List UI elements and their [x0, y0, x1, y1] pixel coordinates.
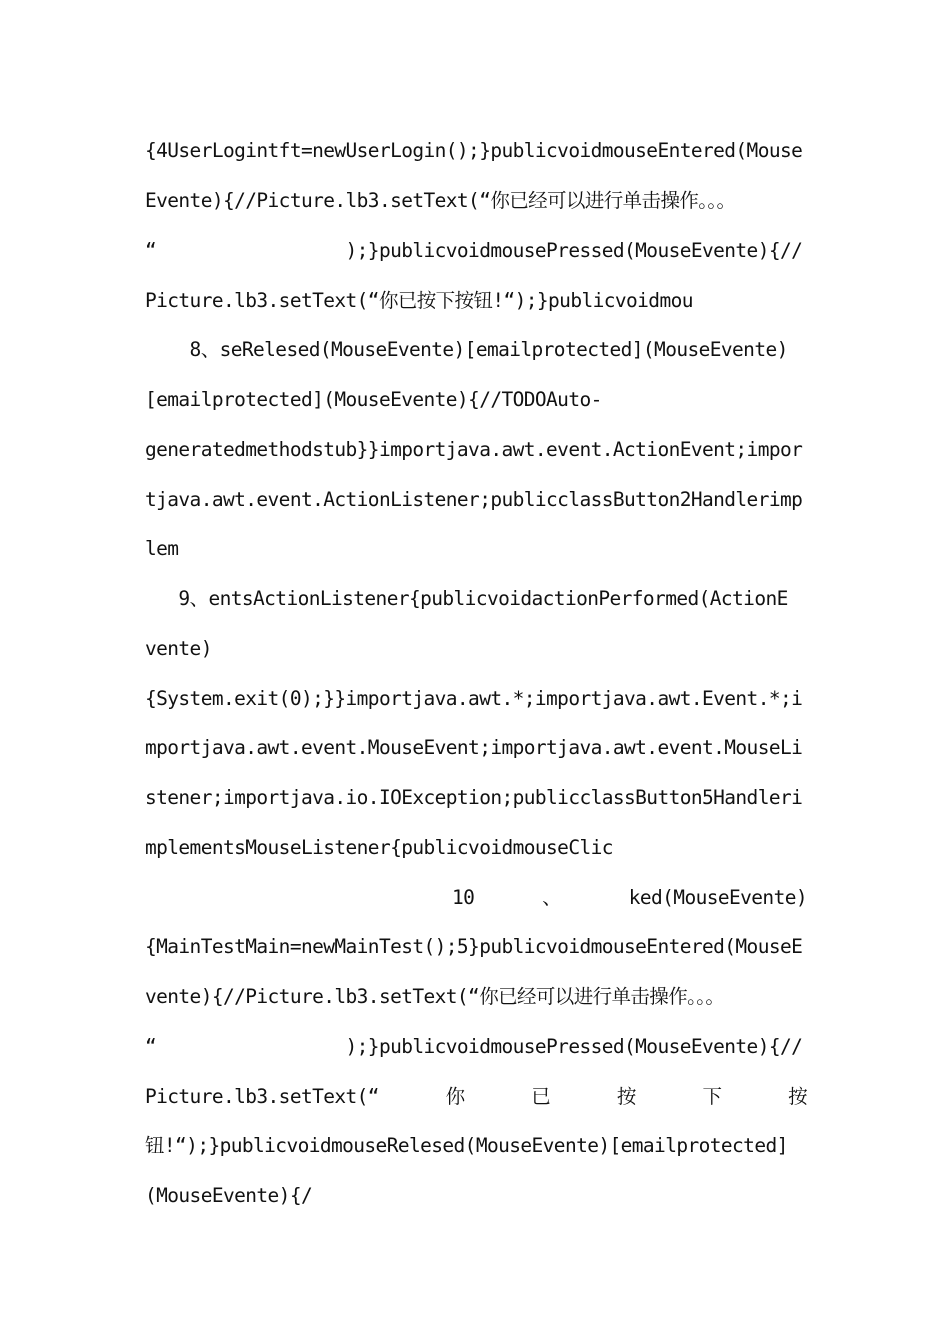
text-fragment: 按	[788, 1085, 807, 1108]
text-line: vente){//Picture.lb3.setText(“你已经可以进行单击操作。。。	[145, 985, 725, 1008]
text-line: 8、seRelesed(MouseEvente)[emailprotected](MouseEvente)	[145, 338, 788, 361]
text-line: mplementsMouseListener{publicvoidmouseClic	[145, 836, 613, 859]
text-line: “ );}publicvoidmousePressed(MouseEvente){//	[145, 1035, 803, 1058]
text-fragment: ked(MouseEvente)	[628, 886, 807, 909]
text-line: 钮!“);}publicvoidmouseRelesed(MouseEvente)[emailprotected]	[145, 1134, 788, 1157]
text-line: generatedmethodstub}}importjava.awt.event.ActionEvent;impor	[145, 438, 803, 461]
justified-text-line	[452, 883, 807, 913]
text-line: [emailprotected](MouseEvente){//TODOAuto-	[145, 388, 602, 411]
text-fragment: 10	[452, 886, 475, 909]
text-line: “ );}publicvoidmousePressed(MouseEvente){//	[145, 239, 803, 262]
text-line: {MainTestMain=newMainTest();5}publicvoidmouseEntered(MouseE	[145, 935, 803, 958]
text-line: {System.exit(0);}}importjava.awt.*;importjava.awt.Event.*;i	[145, 687, 803, 710]
text-line: (MouseEvente){/	[145, 1184, 313, 1207]
text-line: mportjava.awt.event.MouseEvent;importjava.awt.event.MouseLi	[145, 736, 803, 759]
text-line: 9、entsActionListener{publicvoidactionPerformed(ActionE	[145, 587, 788, 610]
text-line: Picture.lb3.setText(“你已按下按钮!“);}publicvoidmou	[145, 289, 693, 312]
text-fragment: 下	[702, 1085, 722, 1108]
text-fragment: 你	[445, 1085, 465, 1108]
text-line: vente)	[145, 637, 212, 660]
text-fragment: 、	[542, 886, 561, 909]
text-line: stener;importjava.io.IOException;publicclassButton5Handleri	[145, 786, 803, 809]
text-fragment: 已	[531, 1085, 551, 1108]
text-line: {4UserLogintft=newUserLogin();}publicvoidmouseEntered(Mouse	[145, 139, 803, 162]
text-line: lem	[145, 537, 179, 560]
justified-text-line	[145, 1082, 807, 1112]
text-fragment: Picture.lb3.setText(“	[145, 1085, 379, 1108]
text-fragment: 按	[616, 1085, 636, 1108]
text-line: tjava.awt.event.ActionListener;publicclassButton2Handlerimp	[145, 488, 803, 511]
text-line: Evente){//Picture.lb3.setText(“你已经可以进行单击操作。。。	[145, 189, 736, 212]
